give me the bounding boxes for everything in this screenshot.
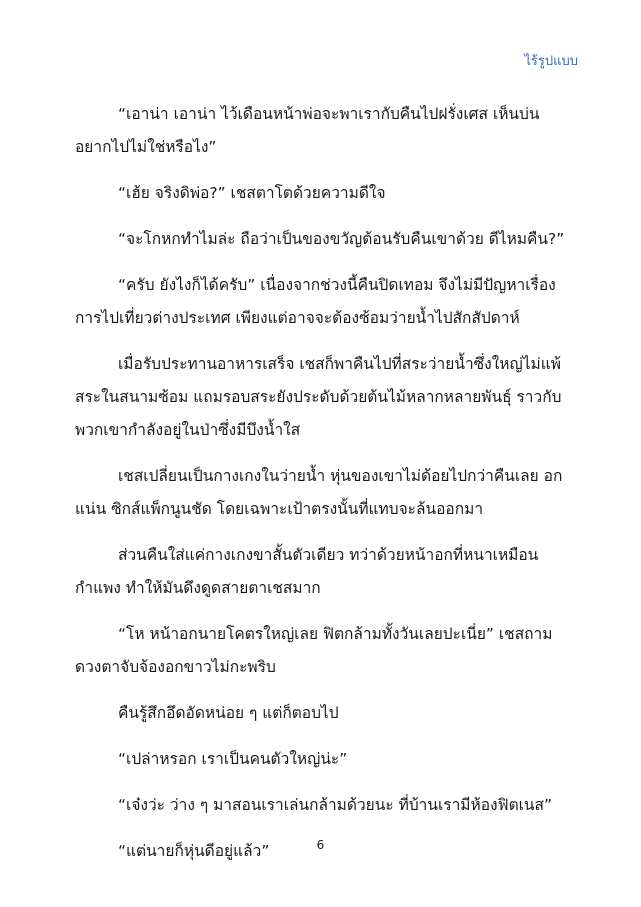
text-line: เมื่อรับประทานอาหารเสร็จ เชสก็พาคืนไปที่สระว่ายน้ำซึ่งใหญ่ไม่แพ้ xyxy=(118,355,561,373)
text-line: แน่น ซิกส์แพ็กนูนชัด โดยเฉพาะเป้าตรงนั้นที่แทบจะล้นออกมา xyxy=(75,500,484,518)
paragraph xyxy=(75,98,575,164)
text-line: เชสเปลี่ยนเป็นกางเกงในว่ายน้ำ หุ่นของเขาไม่ด้อยไปกว่าคืนเลย อก xyxy=(118,467,563,485)
paragraph xyxy=(75,223,575,256)
paragraph xyxy=(75,269,575,335)
text-line: การไปเที่ยวต่างประเทศ เพียงแต่อาจจะต้องซ้อมว่ายน้ำไปสักสัปดาห์ xyxy=(75,309,520,327)
paragraph xyxy=(75,348,575,447)
text-line: “โห หน้าอกนายโคตรใหญ่เลย ฟิตกล้ามทั้งวันเลยปะเนี่ย” เชสถาม xyxy=(118,625,553,643)
paragraph xyxy=(75,697,575,730)
paragraph xyxy=(75,743,575,776)
text-line: สระในสนามซ้อม แถมรอบสระยังประดับด้วยต้นไม้หลากหลายพันธุ์ ราวกับ xyxy=(75,388,562,406)
text-line: พวกเขากำลังอยู่ในป่าซึ่งมีบึงน้ำใส xyxy=(75,421,301,439)
page-body xyxy=(75,98,575,881)
page-number: 6 xyxy=(316,838,325,852)
text-line: “แต่นายก็หุ่นดีอยู่แล้ว” xyxy=(118,842,270,860)
text-line: “จะโกหกทำไมล่ะ ถือว่าเป็นของขวัญต้อนรับคืนเขาด้วย ดีไหมคืน?” xyxy=(118,230,565,248)
text-line: คืนรู้สึกอึดอัดหน่อย ๆ แต่ก็ตอบไป xyxy=(118,704,339,722)
text-line: ดวงตาจับจ้องอกขาวไม่กะพริบ xyxy=(75,658,276,676)
paragraph xyxy=(75,618,575,684)
text-line: “เฮ้ย จริงดิพ่อ?” เชสตาโตด้วยความดีใจ xyxy=(118,184,386,202)
paragraph xyxy=(75,460,575,526)
paragraph xyxy=(75,789,575,822)
paragraph xyxy=(75,539,575,605)
text-line: “เปล่าหรอก เราเป็นคนตัวใหญ่น่ะ” xyxy=(118,750,348,768)
running-header: ไร้รูปแบบ xyxy=(524,54,578,69)
text-line: กำแพง ทำให้มันดึงดูดสายตาเชสมาก xyxy=(75,579,321,597)
text-line: อยากไปไม่ใช่หรือไง” xyxy=(75,138,217,156)
paragraph xyxy=(75,177,575,210)
text-line: “เอาน่า เอาน่า ไว้เดือนหน้าพ่อจะพาเรากับคืนไปฝรั่งเศส เห็นบ่น xyxy=(118,105,540,123)
text-line: “ครับ ยังไงก็ได้ครับ” เนื่องจากช่วงนี้คืนปิดเทอม จึงไม่มีปัญหาเรื่อง xyxy=(118,276,556,294)
text-line: ส่วนคืนใส่แค่กางเกงขาสั้นตัวเดียว ทว่าด้วยหน้าอกที่หนาเหมือน xyxy=(118,546,539,564)
text-line: “เจ๋งว่ะ ว่าง ๆ มาสอนเราเล่นกล้ามด้วยนะ ที่บ้านเรามีห้องฟิตเนส” xyxy=(118,796,553,814)
